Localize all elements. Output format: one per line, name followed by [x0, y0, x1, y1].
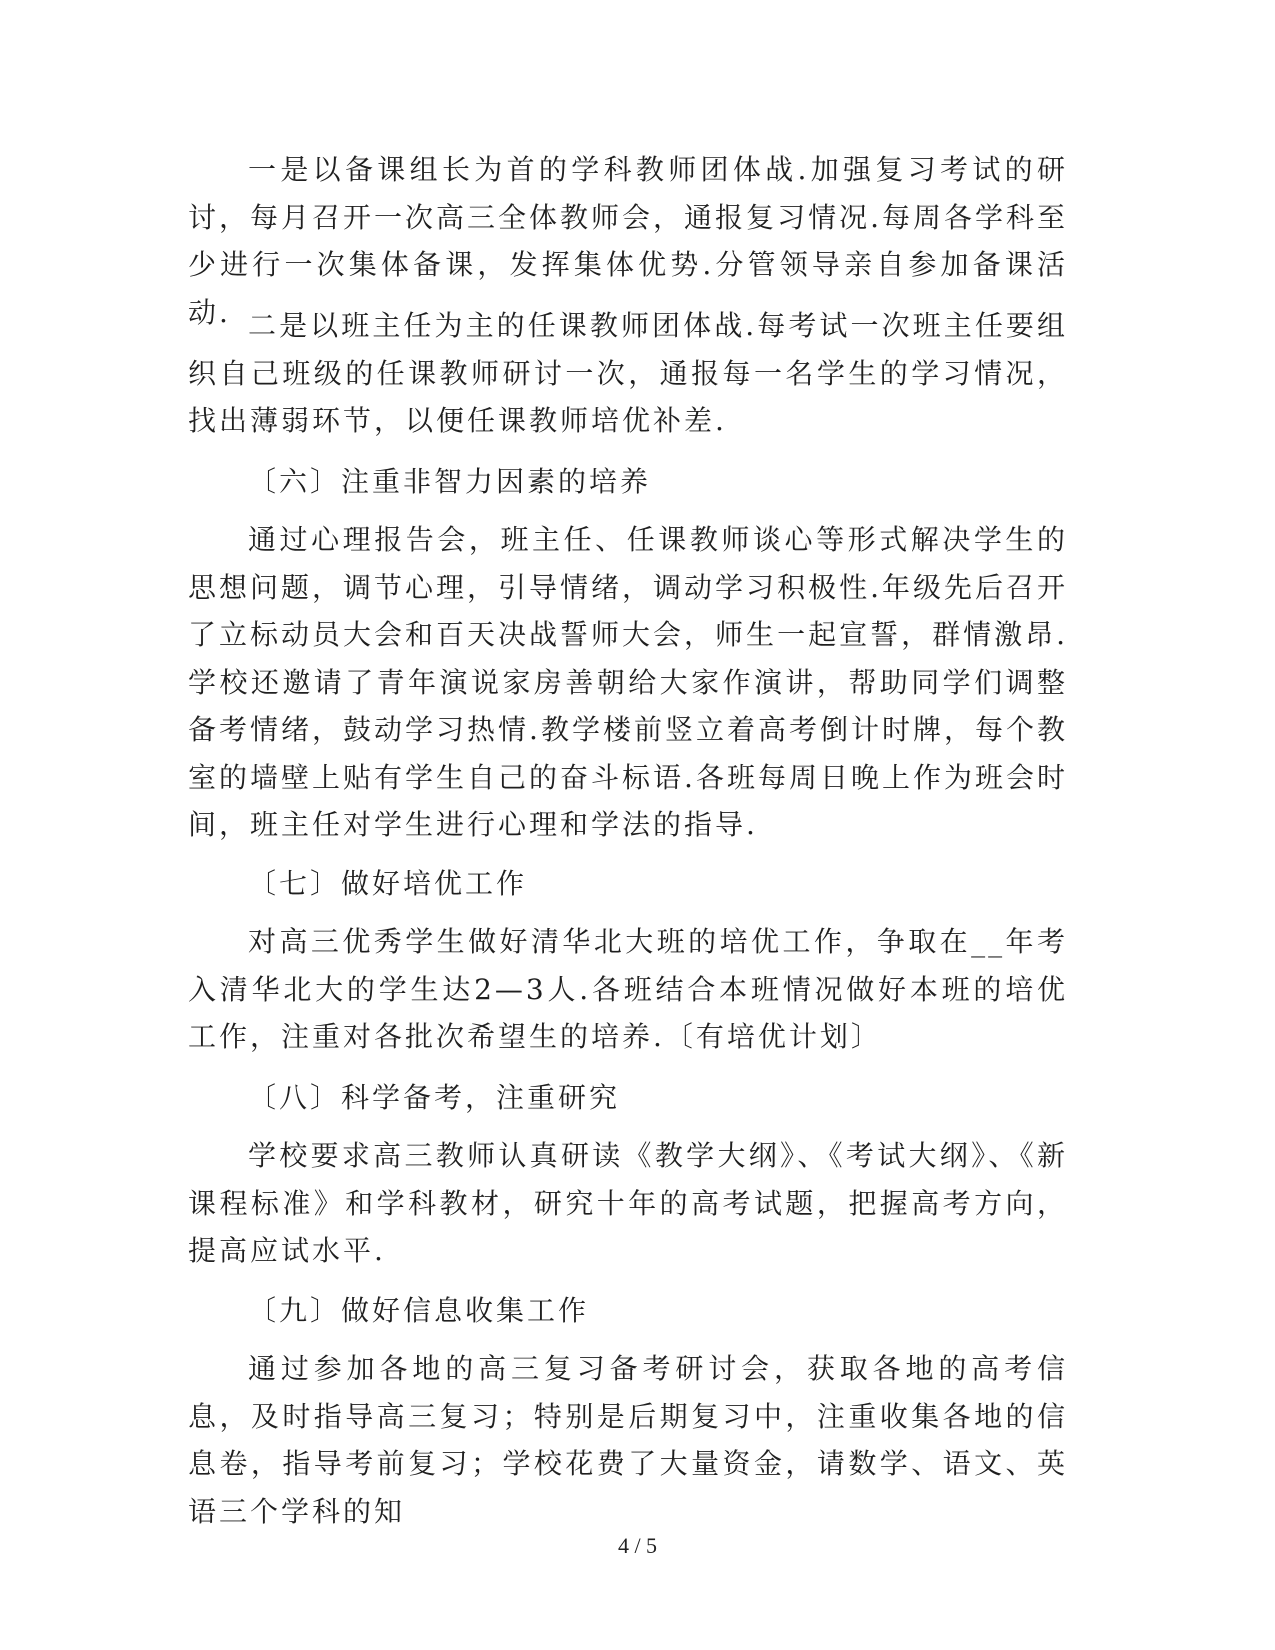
paragraph-3: 通过心理报告会，班主任、任课教师谈心等形式解决学生的思想问题，调节心理，引导情绪，调动学习积极性.年级先后召开了立标动员大会和百天决战誓师大会，师生一起宣誓，群情激昂.学校还邀请了青年演说家房善朝给大家作演讲，帮助同学们调整备考情绪，鼓动学习热情.教学楼前竖立着高考倒计时牌，每个教室的墙壁上贴有学生自己的奋斗标语.各班每周日晚上作为班会时间，班主任对学生进行心理和学法的指导. [188, 523, 1068, 841]
paragraph-6: 通过参加各地的高三复习备考研讨会，获取各地的高考信息，及时指导高三复习；特别是后期复习中，注重收集各地的信息卷，指导考前复习；学校花费了大量资金，请数学、语文、英语三个学科的知 [188, 1352, 1068, 1528]
section-heading-9: 〔九〕做好信息收集工作 [248, 1294, 590, 1327]
paragraph-1: 一是以备课组长为首的学科教师团体战.加强复习考试的研讨，每月召开一次高三全体教师会，通报复习情况.每周各学科至少进行一次集体备课，发挥集体优势.分管领导亲自参加备课活动. [188, 153, 1068, 329]
page-number: 4 / 5 [617, 1533, 658, 1558]
section-heading-6: 〔六〕注重非智力因素的培养 [248, 465, 652, 498]
paragraph-5: 学校要求高三教师认真研读《教学大纲》、《考试大纲》、《新课程标准》和学科教材，研究十年的高考试题，把握高考方向，提高应试水平. [188, 1139, 1068, 1267]
section-heading-7: 〔七〕做好培优工作 [248, 867, 528, 900]
paragraph-4: 对高三优秀学生做好清华北大班的培优工作，争取在__年考入清华北大的学生达2—3人.各班结合本班情况做好本班的培优工作，注重对各批次希望生的培养.〔有培优计划〕 [188, 925, 1068, 1053]
section-heading-8: 〔八〕科学备考，注重研究 [248, 1081, 621, 1114]
paragraph-2: 二是以班主任为主的任课教师团体战.每考试一次班主任要组织自己班级的任课教师研讨一次，通报每一名学生的学习情况，找出薄弱环节，以便任课教师培优补差. [188, 309, 1068, 437]
